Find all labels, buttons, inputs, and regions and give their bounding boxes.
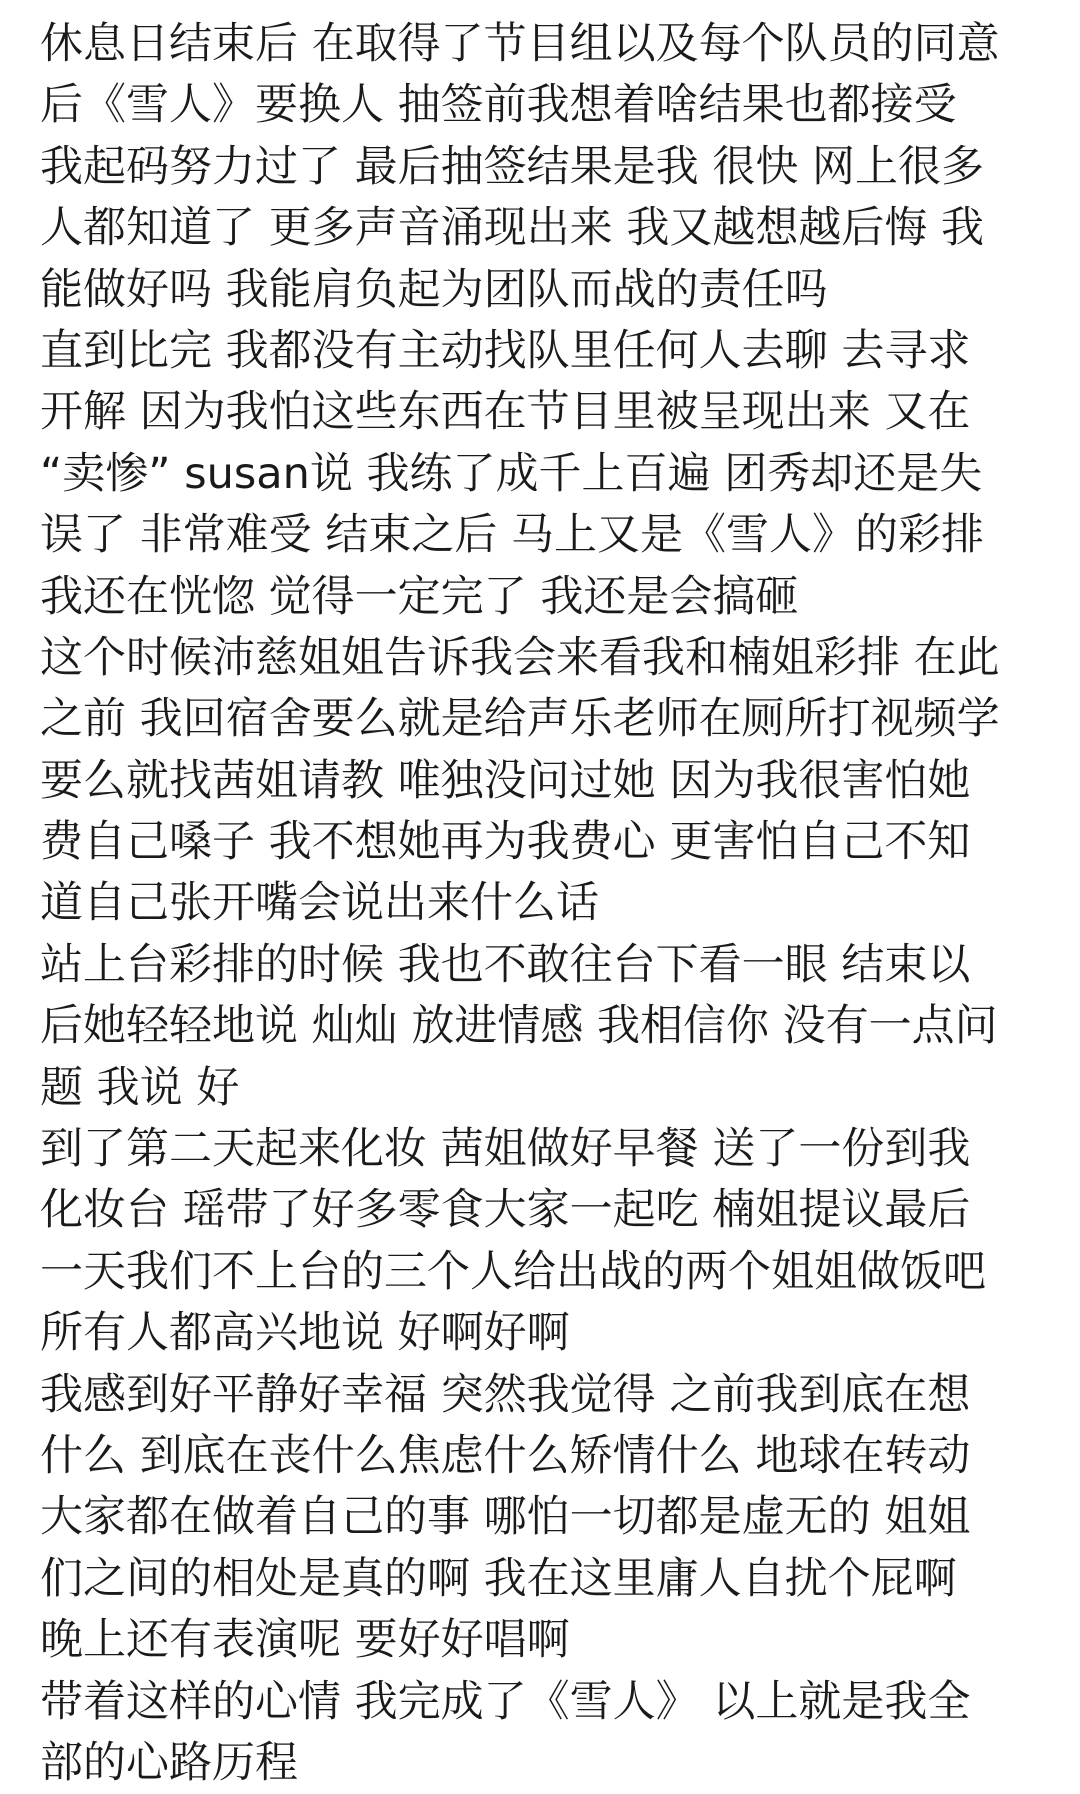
text-line: 费自己嗓子 我不想她再为我费心 更害怕自己不知 bbox=[40, 817, 971, 868]
text-line: 们之间的相处是真的啊 我在这里庸人自扰个屁啊 bbox=[40, 1553, 957, 1604]
text-line: 我起码努力过了 最后抽签结果是我 很快 网上很多 bbox=[40, 141, 985, 192]
text-line: 什么 到底在丧什么焦虑什么矫情什么 地球在转动 bbox=[40, 1430, 971, 1481]
text-line: 休息日结束后 在取得了节目组以及每个队员的同意 bbox=[40, 19, 1000, 69]
text-line: 之前 我回宿舍要么就是给声乐老师在厕所打视频学 bbox=[40, 694, 1000, 745]
text-line: 开解 因为我怕这些东西在节目里被呈现出来 又在 bbox=[40, 387, 971, 438]
text-line: 晚上还有表演呢 要好好唱啊 bbox=[40, 1615, 570, 1666]
text-line: 道自己张开嘴会说出来什么话 bbox=[40, 878, 599, 929]
text-line: 直到比完 我都没有主动找队里任何人去聊 去寻求 bbox=[40, 325, 971, 376]
text-line: 能做好吗 我能肩负起为团队而战的责任吗 bbox=[40, 264, 828, 315]
text-line: 误了 非常难受 结束之后 马上又是《雪人》的彩排 bbox=[40, 510, 985, 561]
text-line: 这个时候沛慈姐姐告诉我会来看我和楠姐彩排 在此 bbox=[40, 632, 1000, 683]
text-line: 到了第二天起来化妆 茜姐做好早餐 送了一份到我 bbox=[40, 1124, 971, 1175]
text-line: 化妆台 瑶带了好多零食大家一起吃 楠姐提议最后 bbox=[40, 1185, 971, 1236]
text-line: 后《雪人》要换人 抽签前我想着啥结果也都接受 bbox=[40, 80, 957, 131]
text-line: 我感到好平静好幸福 突然我觉得 之前我到底在想 bbox=[40, 1369, 971, 1420]
text-line: 部的心路历程 bbox=[40, 1737, 298, 1788]
text-line: 题 我说 好 bbox=[40, 1062, 240, 1113]
text-line: 后她轻轻地说 灿灿 放进情感 我相信你 没有一点问 bbox=[40, 1001, 998, 1052]
text-line: 大家都在做着自己的事 哪怕一切都是虚无的 姐姐 bbox=[40, 1492, 971, 1543]
text-line: 人都知道了 更多声音涌现出来 我又越想越后悔 我 bbox=[40, 203, 985, 254]
text-line: 所有人都高兴地说 好啊好啊 bbox=[40, 1308, 570, 1359]
text-line: 带着这样的心情 我完成了《雪人》 以上就是我全 bbox=[40, 1676, 971, 1727]
text-line: “卖惨” susan说 我练了成千上百遍 团秀却还是失 bbox=[40, 448, 983, 499]
text-line: 要么就找茜姐请教 唯独没问过她 因为我很害怕她 bbox=[40, 755, 971, 806]
text-line: 我还在恍惚 觉得一定完了 我还是会搞砸 bbox=[40, 571, 799, 622]
text-line: 一天我们不上台的三个人给出战的两个姐姐做饭吧 bbox=[40, 1246, 986, 1297]
text-line: 站上台彩排的时候 我也不敢往台下看一眼 结束以 bbox=[40, 939, 971, 990]
